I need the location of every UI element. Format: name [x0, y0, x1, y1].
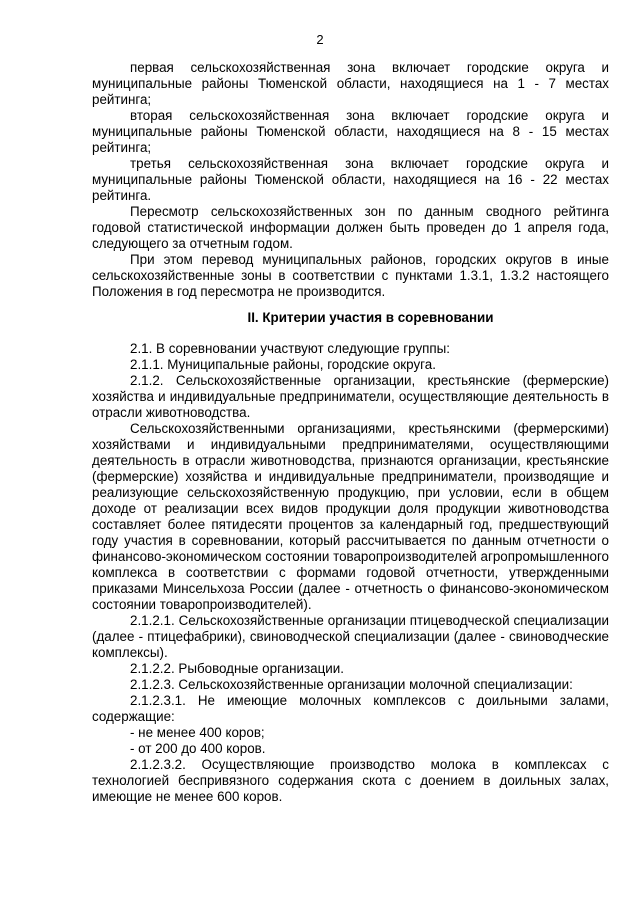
paragraph-2-1-2-3-2: 2.1.2.3.2. Осуществляющие производство молока в комплексах с технологией беспривязного содержания скота с доением в доильных залах, имеющие не менее 600 коров. [92, 757, 609, 804]
paragraph-zone-1: первая сельскохозяйственная зона включает городские округа и муниципальные районы Тюменской области, находящиеся на 1 - 7 местах рейтинга; [92, 60, 609, 107]
section-heading: II. Критерии участия в соревновании [247, 310, 494, 325]
paragraph-2-1-2-1: 2.1.2.1. Сельскохозяйственные организации птицеводческой специализации (далее - птицефабрики), свиноводческой специализации (далее - свиноводческие комплексы). [92, 613, 609, 660]
document-body [92, 60, 609, 805]
list-item-400-cows: - не менее 400 коров; [130, 725, 265, 740]
page-number: 2 [316, 32, 324, 47]
paragraph-2-1-2: 2.1.2. Сельскохозяйственные организации, крестьянские (фермерские) хозяйства и индивидуальные предприниматели, осуществляющие деятельность в отрасли животноводства. [92, 373, 609, 420]
paragraph-2-1-2-3: 2.1.2.3. Сельскохозяйственные организации молочной специализации: [130, 677, 573, 692]
paragraph-zone-review: Пересмотр сельскохозяйственных зон по данным сводного рейтинга годовой статистической информации должен быть проведен до 1 апреля года, следующего за отчетным годом. [92, 204, 609, 251]
paragraph-zone-3: третья сельскохозяйственная зона включает городские округа и муниципальные районы Тюменской области, находящиеся на 16 - 22 местах рейтинга. [92, 156, 609, 203]
paragraph-zone-2: вторая сельскохозяйственная зона включает городские округа и муниципальные районы Тюменской области, находящиеся на 8 - 15 местах рейтинга; [92, 108, 609, 155]
paragraph-2-1: 2.1. В соревновании участвуют следующие группы: [130, 341, 451, 356]
paragraph-zone-transfer: При этом перевод муниципальных районов, городских округов в иные сельскохозяйственные зоны в соответствии с пунктами 1.3.1, 1.3.2 настоящего Положения в год пересмотра не производится. [92, 252, 609, 299]
paragraph-2-1-1: 2.1.1. Муниципальные районы, городские округа. [130, 357, 436, 372]
paragraph-2-1-2-2: 2.1.2.2. Рыбоводные организации. [130, 661, 344, 676]
paragraph-2-1-2-3-1: 2.1.2.3.1. Не имеющие молочных комплексов с доильными залами, содержащие: [92, 693, 609, 724]
list-item-200-400-cows: - от 200 до 400 коров. [130, 741, 266, 756]
paragraph-definition: Сельскохозяйственными организациями, крестьянскими (фермерскими) хозяйствами и индивидуальными предпринимателями, осуществляющими деятельность в отрасли животноводства, признаются организации, крестьянские (фермерские) хозяйства и индивидуальные предприниматели, производящие и реализующие сельскохозяйственную продукцию, при условии, если в общем доходе от реализации всех видов продукции доля продукции животноводства составляет более пятидесяти процентов за календарный год, предшествующий году участия в соревновании, который рассчитывается по данным отчетности о финансово-экономическом состоянии товаропроизводителей агропромышленного комплекса в соответствии с формами годовой отчетности, утвержденными приказами Минсельхоза России (далее - отчетность о финансово-экономическом состоянии товаропроизводителей). [92, 421, 609, 612]
